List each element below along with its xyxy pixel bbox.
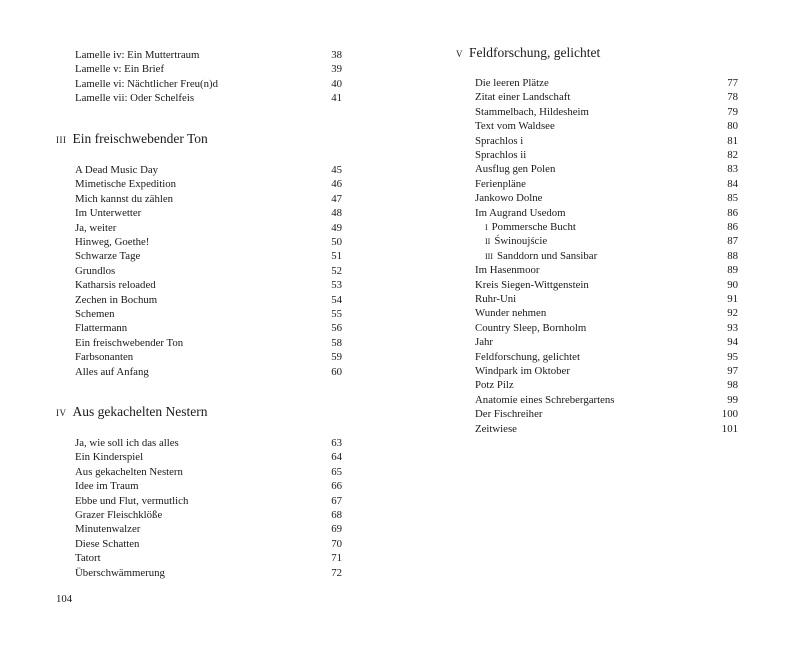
toc-entry (475, 206, 738, 220)
entry-title (475, 278, 589, 292)
entry-title (75, 235, 149, 249)
entry-page-number: 97 (727, 365, 738, 377)
entry-page-number: 63 (331, 437, 342, 449)
entry-title (485, 220, 576, 234)
section-numeral: iv (56, 404, 67, 419)
entry-page-number: 51 (331, 250, 342, 263)
entry-title (75, 336, 183, 350)
toc-subentry (485, 234, 738, 248)
toc-entry (75, 221, 342, 235)
entry-title (75, 465, 183, 479)
entry-page-number: 100 (721, 408, 738, 421)
toc-entry (475, 364, 738, 378)
toc-entry (75, 177, 342, 191)
entry-title (475, 321, 586, 335)
entry-title-text: Jahr (475, 336, 493, 349)
section-numeral: v (456, 45, 463, 60)
entry-page-number: 86 (727, 221, 738, 233)
entry-title-text: Lamelle vi: Nächtlicher Freu(n)d (75, 77, 219, 90)
entry-title (475, 206, 566, 220)
entry-page-number: 54 (331, 293, 342, 306)
entry-title-text: Text vom Waldsee (475, 120, 555, 133)
section-numeral: iii (56, 131, 67, 146)
entry-title (475, 148, 526, 162)
entry-page-number: 90 (727, 278, 738, 291)
entry-page-number: 71 (331, 552, 342, 565)
entry-page-number: 67 (331, 494, 342, 507)
entry-numeral: i (485, 221, 488, 233)
toc-entry (75, 307, 342, 321)
entry-title-text: A Dead Music Day (75, 164, 159, 176)
section-heading (456, 45, 600, 61)
toc-subentry (485, 249, 738, 263)
toc-entry (75, 278, 342, 292)
entry-title (75, 48, 199, 62)
entry-title-text: Stammelbach, Hildesheim (475, 105, 589, 118)
entry-title-text: Anatomie eines Schrebergartens (475, 393, 615, 406)
entry-page-number: 52 (331, 264, 342, 277)
entry-title-text: Windpark im Oktober (475, 365, 570, 377)
toc-entry (75, 293, 342, 307)
toc-entry (75, 321, 342, 335)
entry-title (75, 522, 140, 536)
toc-entry (475, 263, 738, 277)
entry-title-text: Ausflug gen Polen (475, 163, 556, 176)
toc-subentry (485, 220, 738, 234)
section-title: Ein freischwebender Ton (72, 131, 208, 146)
entry-page-number: 93 (727, 321, 738, 334)
entry-title-text: Diese Schatten (75, 537, 140, 550)
entry-title-text: Hinweg, Goethe! (75, 236, 150, 248)
entry-page-number: 81 (727, 134, 738, 147)
entry-title (75, 91, 194, 105)
entry-page-number: 85 (727, 192, 738, 205)
entry-title (75, 307, 115, 321)
toc-entry (475, 278, 738, 292)
toc-entry (475, 335, 738, 349)
entry-title-text: Ja, weiter (75, 221, 117, 234)
entry-page-number: 48 (331, 207, 342, 220)
entry-title (75, 436, 179, 450)
entry-page-number: 91 (727, 293, 738, 305)
section-heading (56, 404, 207, 420)
entry-page-number: 80 (727, 120, 738, 133)
entry-page-number: 72 (331, 566, 342, 579)
entry-title (75, 508, 162, 522)
entry-page-number: 83 (727, 163, 738, 176)
entry-page-number: 86 (727, 206, 738, 219)
toc-entry (475, 148, 738, 162)
entry-title (75, 537, 139, 551)
toc-entry (75, 192, 342, 206)
entry-title-text: Ferienpläne (475, 177, 526, 190)
entry-page-number: 56 (331, 322, 342, 335)
entry-page-number: 64 (331, 451, 342, 464)
entry-page-number: 70 (331, 537, 342, 550)
section-title: Aus gekachelten Nestern (72, 404, 208, 419)
toc-entry (475, 90, 738, 104)
entry-title (75, 77, 218, 91)
entry-title (75, 293, 157, 307)
entry-title-text: Katharsis reloaded (75, 279, 156, 292)
entry-title (75, 62, 164, 76)
entry-title-text: Ja, wie soll ich das alles (75, 437, 179, 449)
entry-title (475, 191, 542, 205)
toc-entry (475, 177, 738, 191)
entry-title (475, 306, 546, 320)
entry-page-number: 89 (727, 264, 738, 277)
entry-title-text: Potz Pilz (475, 379, 514, 392)
toc-entry (75, 537, 342, 551)
entry-title-text: Mich kannst du zählen (75, 192, 174, 205)
toc-entry (75, 249, 342, 263)
entry-page-number: 46 (331, 178, 342, 191)
entry-title-text: Im Augrand Usedom (475, 206, 566, 219)
toc-entry (75, 206, 342, 220)
entry-title (75, 365, 149, 379)
entry-page-number: 40 (331, 77, 342, 90)
entry-title-text: Die leeren Plätze (475, 77, 549, 89)
entry-title-text: Ruhr-Uni (475, 293, 517, 305)
entry-numeral: iii (485, 249, 493, 262)
entry-page-number: 47 (331, 192, 342, 205)
entry-title (485, 249, 597, 263)
toc-entry (75, 522, 342, 536)
entry-title (475, 335, 493, 349)
section-heading (56, 131, 208, 147)
toc-entry (75, 465, 342, 479)
entry-title-text: Ein freischwebender Ton (75, 336, 184, 349)
toc-entry (475, 321, 738, 335)
entry-title (475, 378, 514, 392)
entry-title-text: Der Fischreiher (475, 408, 543, 421)
toc-entry (75, 48, 342, 62)
entry-page-number: 55 (331, 308, 342, 320)
entry-title-text: Sanddorn und Sansibar (497, 249, 598, 262)
entry-title-text: Mimetische Expedition (75, 178, 177, 191)
entry-title (475, 90, 570, 104)
entry-title (475, 393, 615, 407)
entry-page-number: 101 (721, 422, 738, 435)
entry-title (75, 206, 141, 220)
entry-title-text: Lamelle vii: Oder Schelfeis (75, 92, 195, 105)
entry-title (75, 264, 115, 278)
entry-title (75, 177, 176, 191)
entry-title-text: Feldforschung, gelichtet (475, 350, 580, 363)
entry-numeral: ii (485, 235, 491, 248)
toc-entry (475, 350, 738, 364)
entry-title-text: Grundlos (75, 264, 116, 277)
entry-page-number: 82 (727, 149, 738, 161)
entry-title-text: Kreis Siegen-Wittgenstein (475, 278, 589, 291)
entry-page-number: 77 (727, 77, 738, 89)
entry-title-text: Grazer Fleischklöße (75, 509, 163, 521)
entry-page-number: 50 (331, 236, 342, 248)
entry-title-text: Sprachlos ii (475, 149, 527, 161)
entry-title (75, 566, 165, 580)
entry-page-number: 39 (331, 63, 342, 76)
entry-title (75, 221, 116, 235)
toc-entry (475, 105, 738, 119)
entry-title-text: Lamelle v: Ein Brief (75, 63, 165, 76)
entry-title (75, 479, 139, 493)
toc-entry (475, 119, 738, 133)
toc-entry (75, 62, 342, 76)
entry-title (475, 364, 570, 378)
entry-title-text: Alles auf Anfang (75, 365, 149, 378)
section-title: Feldforschung, gelichtet (469, 45, 601, 60)
entry-page-number: 79 (727, 105, 738, 118)
page-number: 104 (56, 593, 73, 605)
toc-entry (75, 91, 342, 105)
entry-title (475, 350, 580, 364)
entry-title-text: Minutenwalzer (75, 523, 141, 536)
entry-title-text: Country Sleep, Bornholm (475, 321, 587, 334)
toc-entry (75, 551, 342, 565)
toc-entry (75, 350, 342, 364)
toc-entry (75, 494, 342, 508)
entry-title-text: Idee im Traum (75, 480, 139, 493)
entry-title (475, 422, 517, 436)
entry-title-text: Lamelle iv: Ein Muttertraum (75, 49, 200, 61)
entry-title (475, 134, 523, 148)
entry-page-number: 87 (727, 235, 738, 248)
entry-title-text: Jankowo Dolne (475, 192, 543, 205)
entry-title-text: Zeitwiese (475, 422, 517, 435)
toc-entry (475, 292, 738, 306)
entry-title-text: Zechen in Bochum (75, 293, 158, 306)
toc-entry (75, 77, 342, 91)
toc-entry (475, 422, 738, 436)
toc-entry (475, 134, 738, 148)
entry-page-number: 60 (331, 365, 342, 378)
entry-page-number: 59 (331, 351, 342, 364)
toc-entry (475, 162, 738, 176)
entry-page-number: 84 (727, 177, 738, 190)
entry-page-number: 41 (331, 92, 342, 105)
entry-page-number: 88 (727, 249, 738, 262)
entry-title-text: Schemen (75, 308, 115, 320)
entry-page-number: 58 (331, 336, 342, 349)
entry-title-text: Tatort (75, 552, 101, 565)
entry-page-number: 66 (331, 480, 342, 493)
entry-title (75, 321, 127, 335)
entry-page-number: 95 (727, 350, 738, 363)
entry-title (75, 350, 133, 364)
entry-title (475, 105, 589, 119)
entry-title-text: Überschwämmerung (75, 566, 165, 579)
entry-page-number: 45 (331, 164, 342, 176)
entry-title-text: Pommersche Bucht (491, 221, 576, 233)
toc-entry (75, 264, 342, 278)
entry-page-number: 68 (331, 509, 342, 521)
entry-title-text: Farbsonanten (75, 351, 134, 364)
entry-title (475, 407, 542, 421)
toc-entry (475, 407, 738, 421)
entry-title (485, 234, 547, 248)
entry-title-text: Zitat einer Landschaft (475, 91, 571, 104)
entry-title-text: Flattermann (75, 322, 128, 335)
entry-title (75, 450, 143, 464)
entry-title-text: Świnoujście (494, 235, 548, 248)
entry-title-text: Aus gekachelten Nestern (75, 465, 183, 478)
entry-title-text: Im Hasenmoor (475, 264, 540, 277)
toc-entry (475, 393, 738, 407)
entry-page-number: 98 (727, 379, 738, 392)
toc-entry (75, 163, 342, 177)
toc-entry (475, 306, 738, 320)
toc-entry (75, 365, 342, 379)
entry-title (475, 119, 555, 133)
toc-entry (75, 235, 342, 249)
entry-page-number: 94 (727, 336, 738, 349)
entry-page-number: 53 (331, 279, 342, 292)
entry-title-text: Ein Kinderspiel (75, 451, 144, 464)
entry-title (75, 278, 156, 292)
entry-title (475, 263, 539, 277)
entry-title-text: Schwarze Tage (75, 250, 141, 263)
entry-title (475, 162, 555, 176)
entry-title (75, 551, 101, 565)
entry-page-number: 99 (727, 393, 738, 406)
toc-entry (475, 76, 738, 90)
entry-page-number: 69 (331, 523, 342, 536)
toc-entry (475, 191, 738, 205)
entry-title (75, 192, 173, 206)
entry-title (75, 494, 188, 508)
entry-page-number: 38 (331, 49, 342, 61)
toc-entry (75, 450, 342, 464)
entry-title-text: Sprachlos i (475, 134, 524, 147)
entry-title (75, 249, 140, 263)
entry-page-number: 65 (331, 465, 342, 478)
entry-title-text: Ebbe und Flut, vermutlich (75, 494, 189, 507)
toc-entry (75, 508, 342, 522)
toc-entry (75, 566, 342, 580)
entry-title-text: Wunder nehmen (475, 307, 547, 320)
entry-title (475, 76, 549, 90)
entry-title-text: Im Unterwetter (75, 207, 142, 220)
entry-title (75, 163, 158, 177)
toc-entry (75, 436, 342, 450)
entry-page-number: 92 (727, 307, 738, 320)
entry-page-number: 78 (727, 91, 738, 104)
entry-title (475, 177, 526, 191)
entry-page-number: 49 (331, 221, 342, 234)
toc-entry (75, 336, 342, 350)
toc-entry (475, 378, 738, 392)
toc-entry (75, 479, 342, 493)
entry-title (475, 292, 516, 306)
